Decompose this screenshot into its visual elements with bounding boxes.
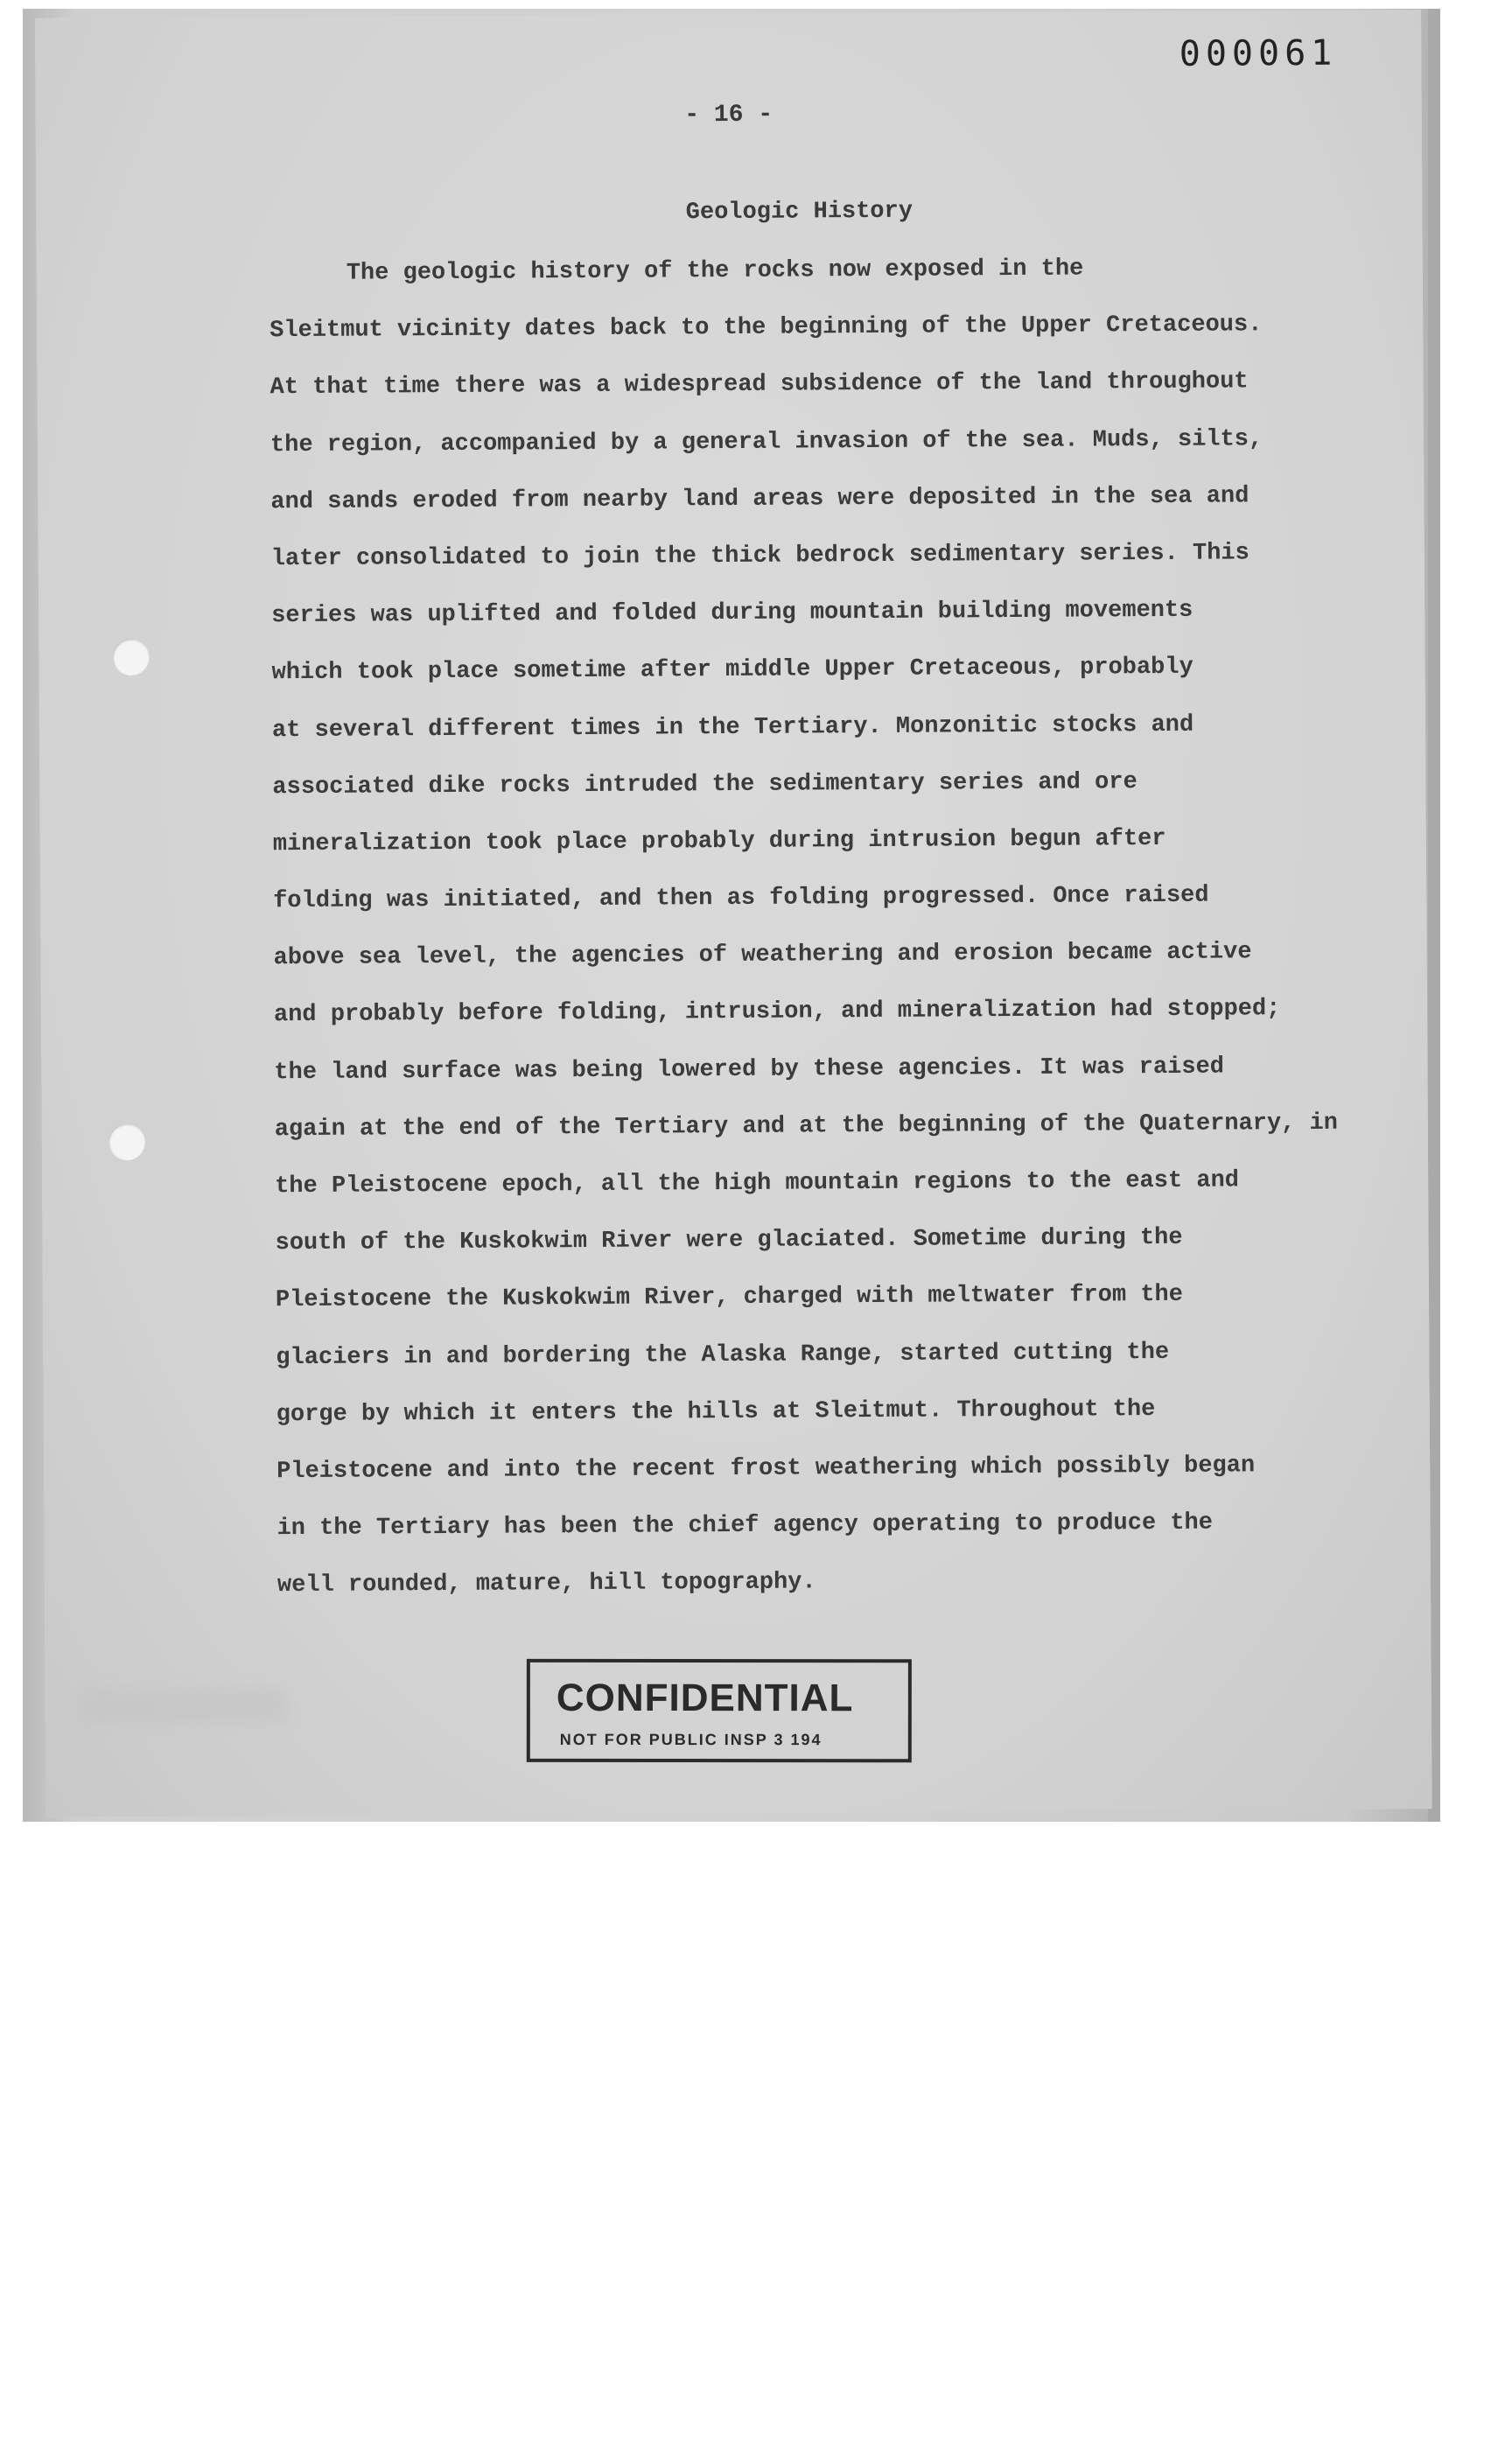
text-line: Sleitmut vicinity dates back to the beginning of the Upper Cretaceous. bbox=[270, 312, 1263, 345]
text-line: and sands eroded from nearby land areas were deposited in the sea and bbox=[270, 483, 1250, 515]
text-line: the region, accompanied by a general invasion of the sea. Muds, silts, bbox=[270, 425, 1264, 458]
text-line: glaciers in and bordering the Alaska Range, started cutting the bbox=[276, 1339, 1170, 1371]
stamp-title: CONFIDENTIAL bbox=[556, 1676, 854, 1720]
text-line: Pleistocene and into the recent frost weathering which possibly began bbox=[276, 1452, 1256, 1486]
text-line: gorge by which it enters the hills at Sleitmut. Throughout the bbox=[276, 1396, 1156, 1428]
page-number: - 16 - bbox=[684, 101, 774, 130]
document-page bbox=[35, 10, 1432, 1817]
text-line: Pleistocene the Kuskokwim River, charged with meltwater from the bbox=[275, 1282, 1184, 1314]
text-line: and probably before folding, intrusion, and mineralization had stopped; bbox=[273, 996, 1281, 1029]
text-line: at several different times in the Tertiary. Monzonitic stocks and bbox=[271, 711, 1194, 744]
text-line: well rounded, mature, hill topography. bbox=[276, 1569, 816, 1600]
text-line: associated dike rocks intruded the sedimentary series and ore bbox=[272, 768, 1138, 801]
text-line: in the Tertiary has been the chief agency operating to produce the bbox=[276, 1509, 1214, 1543]
section-heading: Geologic History bbox=[685, 198, 914, 227]
text-line: At that time there was a widespread subsidence of the land throughout bbox=[270, 368, 1249, 402]
text-line: again at the end of the Tertiary and at the beginning of the Quaternary, in bbox=[274, 1110, 1339, 1144]
text-line: south of the Kuskokwim River were glaciated. Sometime during the bbox=[275, 1225, 1183, 1257]
text-line: mineralization took place probably during intrusion begun after bbox=[272, 825, 1166, 858]
body-paragraph bbox=[270, 239, 1468, 1615]
ink-smudge bbox=[77, 1688, 287, 1724]
stamp-subtitle: NOT FOR PUBLIC INSP 3 194 bbox=[559, 1730, 822, 1749]
text-line: folding was initiated, and then as folding progressed. Once raised bbox=[273, 882, 1209, 915]
text-line: The geologic history of the rocks now exposed in the bbox=[346, 256, 1084, 287]
text-line: series was uplifted and folded during mountain building movements bbox=[271, 597, 1194, 630]
text-line: above sea level, the agencies of weathering and erosion became active bbox=[273, 939, 1252, 972]
text-line: which took place sometime after middle Upper Cretaceous, probably bbox=[271, 654, 1194, 687]
text-line: the Pleistocene epoch, all the high mountain regions to the east and bbox=[275, 1167, 1240, 1200]
text-line: the land surface was being lowered by these agencies. It was raised bbox=[274, 1054, 1225, 1086]
punch-hole bbox=[112, 639, 149, 676]
text-line: later consolidated to join the thick bedrock sedimentary series. This bbox=[270, 540, 1250, 573]
confidential-stamp bbox=[527, 1659, 912, 1762]
punch-hole bbox=[108, 1124, 145, 1160]
document-number: 000061 bbox=[1179, 32, 1338, 74]
